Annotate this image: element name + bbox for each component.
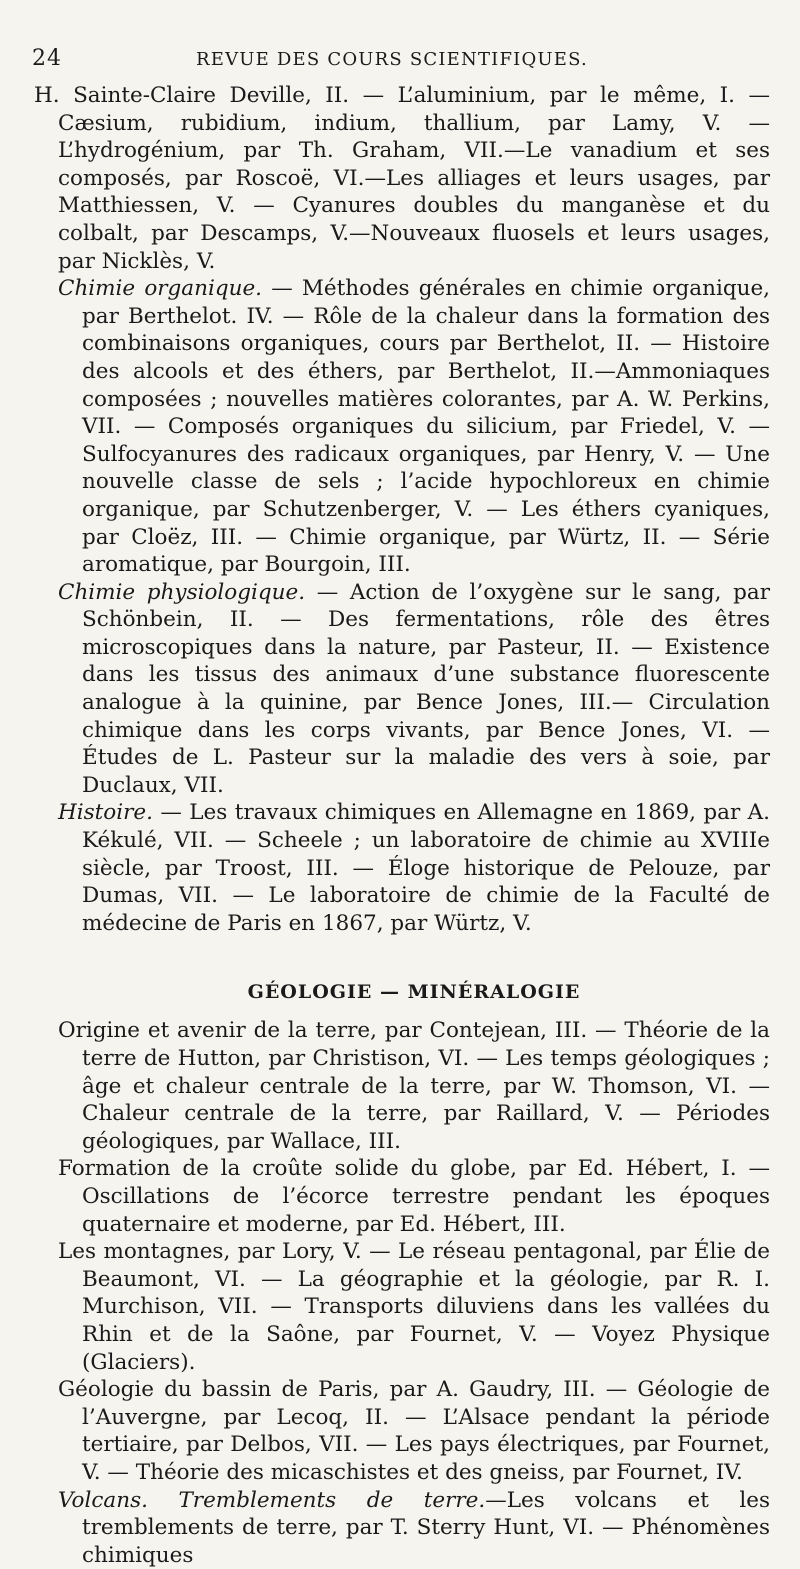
section-heading: GÉOLOGIE — MINÉRALOGIE [58,981,770,1003]
page-number: 24 [32,46,62,71]
geology-entry: Les montagnes, par Lory, V. — Le réseau pentagonal, par Élie de Beaumont, VI. — La géographie et la géologie, par R. I. Murchison, VII. — Transports diluviens dans les vallées du Rhin et de la Saône, par Fournet, V. — Voyez Physique (Glaciers). [58,1238,770,1376]
entry-text: —Les volcans et les tremblements de terre, par T. Sterry Hunt, VI. — Phénomènes chimiques [82,1488,770,1568]
chemistry-entry-mineral-continued: H. Sainte-Claire Deville, II. — L’aluminium, par le même, I. — Cæsium, rubidium, indium, thallium, par Lamy, V. — L’hydrogénium, par Th. Graham, VII.—Le vanadium et ses composés, par Roscoë, VI.—Les alliages et leurs usages, par Matthiessen, V. — Cyanures doubles du manganèse et du colbalt, par Descamps, V.—Nouveaux fluosels et leurs usages, par Nicklès, V. [58,82,770,275]
chemistry-entries [58,82,770,937]
entry-text: — Les travaux chimiques en Allemagne en 1869, par A. Kékulé, VII. — Scheele ; un laboratoire de chimie au XVIIIe siècle, par Troost, III. — Éloge historique de Pelouze, par Dumas, VII. — Le laboratoire de chimie de la Faculté de médecine de Paris en 1867, par Würtz, V. [82,800,770,935]
chemistry-entry-physiologique [58,579,770,800]
geology-entry: Géologie du bassin de Paris, par A. Gaudry, III. — Géologie de l’Auvergne, par Lecoq, II. — L’Alsace pendant la période tertiaire, par Delbos, VII. — Les pays électriques, par Fournet, V. — Théorie des micaschistes et des gneiss, par Fournet, IV. [58,1376,770,1486]
chemistry-entry-organique [58,275,770,579]
running-head [58,40,770,82]
entry-label: Chimie physiologique. [58,580,305,605]
geology-entry-volcans [58,1487,770,1569]
entry-text: — Méthodes générales en chimie organique, par Berthelot. IV. — Rôle de la chaleur dans la formation des combinaisons organiques, cours par Berthelot, II. — Histoire des alcools et des éthers, par Berthelot, II.—Ammoniaques composées ; nouvelles matières colorantes, par A. W. Perkins, VII. — Composés organiques du silicium, par Friedel, V. — Sulfocyanures des radicaux organiques, par Henry, V. — Une nouvelle classe de sels ; l’acide hypochloreux en chimie organique, par Schutzenberger, V. — Les éthers cyaniques, par Cloëz, III. — Chimie organique, par Würtz, II. — Série aromatique, par Bourgoin, III. [82,276,770,577]
geology-entry: Origine et avenir de la terre, par Contejean, III. — Théorie de la terre de Hutton, par Christison, VI. — Les temps géologiques ; âge et chaleur centrale de la terre, par W. Thomson, VI. — Chaleur centrale de la terre, par Raillard, V. — Périodes géologiques, par Wallace, III. [58,1017,770,1155]
chemistry-entry-histoire [58,799,770,937]
entry-label: Histoire. [58,800,153,825]
entry-text: — Action de l’oxygène sur le sang, par Schönbein, II. — Des fermentations, rôle des êtres microscopiques dans la nature, par Pasteur, II. — Existence dans les tissus des animaux d’une substance fluorescente analogue à la quinine, par Bence Jones, III.— Circulation chimique dans les corps vivants, par Bence Jones, VI. — Études de L. Pasteur sur la maladie des vers à soie, par Duclaux, VII. [82,580,770,798]
entry-label: Volcans. Tremblements de terre. [58,1488,485,1513]
geology-entries [58,1017,770,1569]
entry-label: Chimie organique. [58,276,262,301]
geology-entry: Formation de la croûte solide du globe, par Ed. Hébert, I. — Oscillations de l’écorce terrestre pendant les époques quaternaire et moderne, par Ed. Hébert, III. [58,1155,770,1238]
running-head-title: REVUE DES COURS SCIENTIFIQUES. [196,49,588,70]
